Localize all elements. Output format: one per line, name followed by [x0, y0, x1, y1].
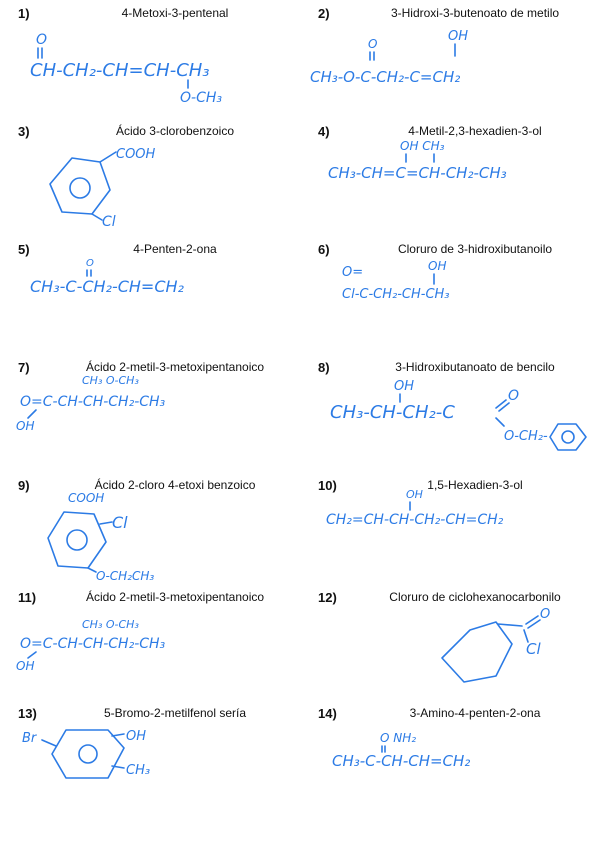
hand-line-2: Cl — [526, 640, 541, 658]
hand-line-3: O-CH₂- — [504, 429, 548, 444]
exercise-11 — [0, 584, 300, 696]
exercise-2 — [300, 0, 600, 112]
hand-line-1: Br — [22, 731, 37, 746]
benzene-ring-icon — [550, 424, 586, 450]
exercise-3 — [0, 118, 300, 230]
hand-line-3: Cl-C-CH₂-CH-CH₃ — [342, 287, 450, 302]
exercise-number: 10) — [318, 478, 337, 493]
hand-line-1: CH₃ O-CH₃ — [82, 374, 139, 387]
handwritten-structure — [300, 354, 600, 466]
hand-line-1: OH — [406, 488, 423, 501]
hand-line-1: O NH₂ — [380, 731, 417, 745]
hand-line-2: CH₃-C-CH-CH=CH₂ — [332, 752, 471, 770]
handwritten-structure — [0, 700, 300, 812]
compound-name: Ácido 2-metil-3-metoxipentanoico — [85, 360, 265, 374]
hand-line-1: COOH — [68, 491, 105, 505]
hand-line-2: OH — [448, 29, 469, 44]
handwritten-structure — [300, 700, 600, 812]
compound-name: 4-Penten-2-ona — [133, 242, 217, 256]
handwritten-structure — [300, 236, 600, 348]
exercise-12 — [300, 584, 600, 696]
hand-line-2: CH-CH₂-CH=CH-CH₃ — [30, 60, 210, 81]
handwritten-structure — [300, 0, 600, 112]
exercise-number: 1) — [18, 6, 30, 21]
hand-line-3: OH — [16, 419, 35, 433]
exercise-number: 7) — [18, 360, 30, 375]
hand-line-1: O — [540, 607, 551, 622]
exercise-13 — [0, 700, 300, 812]
hand-line-2: CH₂=CH-CH-CH₂-CH=CH₂ — [326, 512, 504, 528]
exercise-4 — [300, 118, 600, 230]
exercise-9 — [0, 472, 300, 584]
hand-line-1: COOH — [116, 147, 156, 162]
hand-line-2: OH — [126, 729, 147, 744]
compound-name: 4-Metil-2,3-hexadien-3-ol — [408, 124, 542, 138]
exercise-number: 13) — [18, 706, 37, 721]
cyclohexane-ring-icon — [442, 622, 512, 682]
exercise-14 — [300, 700, 600, 812]
exercise-10 — [300, 472, 600, 584]
hand-line-2: O= — [342, 265, 364, 280]
exercise-number: 6) — [318, 242, 330, 257]
exercise-8 — [300, 354, 600, 466]
handwritten-structure — [0, 354, 300, 466]
exercise-number: 14) — [318, 706, 337, 721]
hand-line-1: O — [368, 37, 378, 51]
benzene-ring-icon — [52, 730, 124, 778]
hand-line-2: CH₃-CH-CH₂-C — [330, 402, 455, 423]
hand-line-1: O — [36, 32, 48, 48]
handwritten-structure — [0, 472, 300, 584]
exercise-number: 5) — [18, 242, 30, 257]
hand-line-1: O — [86, 258, 94, 269]
exercise-1 — [0, 0, 300, 112]
exercise-number: 11) — [18, 590, 37, 605]
handwritten-structure — [0, 0, 300, 112]
svg-text:O: O — [508, 388, 520, 404]
hand-line-3: CH₃-O-C-CH₂-C=CH₂ — [310, 68, 461, 86]
hand-line-2: CH₃-C-CH₂-CH=CH₂ — [30, 277, 184, 296]
compound-name: 3-Hidroxi-3-butenoato de metilo — [390, 6, 560, 20]
exercise-7 — [0, 354, 300, 466]
compound-name: 1,5-Hexadien-3-ol — [427, 478, 523, 492]
compound-name: 3-Hidroxibutanoato de bencilo — [395, 360, 555, 374]
handwritten-structure — [300, 584, 600, 696]
compound-name: 3-Amino-4-penten-2-ona — [409, 706, 541, 720]
exercise-number: 4) — [318, 124, 330, 139]
exercise-number: 12) — [318, 590, 337, 605]
exercise-number: 2) — [318, 6, 330, 21]
hand-line-1: CH₃ O-CH₃ — [82, 618, 139, 631]
compound-name: 4-Metoxi-3-pentenal — [121, 6, 229, 20]
hand-line-3: OH — [16, 659, 35, 673]
exercise-number: 9) — [18, 478, 30, 493]
hand-line-2: O=C-CH-CH-CH₂-CH₃ — [20, 636, 166, 652]
compound-name: Ácido 3-clorobenzoico — [115, 124, 235, 138]
hand-line-2: Cl — [102, 214, 116, 230]
handwritten-structure — [0, 584, 300, 696]
handwritten-structure — [300, 118, 600, 230]
hand-line-1: OH CH₃ — [400, 139, 445, 153]
exercise-5 — [0, 236, 300, 348]
benzene-ring-icon — [50, 158, 110, 214]
hand-line-3: O-CH₃ — [180, 90, 222, 106]
hand-line-2: Cl — [112, 513, 128, 532]
hand-line-3: CH₃ — [126, 763, 151, 778]
compound-name: Cloruro de ciclohexanocarbonilo — [389, 590, 561, 604]
benzene-ring-icon — [48, 512, 106, 568]
hand-line-1: OH — [394, 379, 415, 394]
hand-line-2: O=C-CH-CH-CH₂-CH₃ — [20, 394, 166, 410]
handwritten-structure — [300, 472, 600, 584]
compound-name: 5-Bromo-2-metilfenol sería — [103, 706, 247, 720]
exercise-number: 3) — [18, 124, 30, 139]
exercise-6 — [300, 236, 600, 348]
compound-name: Cloruro de 3-hidroxibutanoilo — [397, 242, 553, 256]
hand-line-2: CH₃-CH=C=CH-CH₂-CH₃ — [328, 164, 507, 182]
compound-name: Ácido 2-metil-3-metoxipentanoico — [85, 590, 265, 604]
compound-name: Ácido 2-cloro 4-etoxi benzoico — [94, 478, 256, 492]
exercise-number: 8) — [318, 360, 330, 375]
hand-line-3: O-CH₂CH₃ — [96, 569, 155, 583]
handwritten-structure — [0, 118, 300, 230]
hand-line-1: OH — [428, 259, 447, 273]
handwritten-structure — [0, 236, 300, 348]
